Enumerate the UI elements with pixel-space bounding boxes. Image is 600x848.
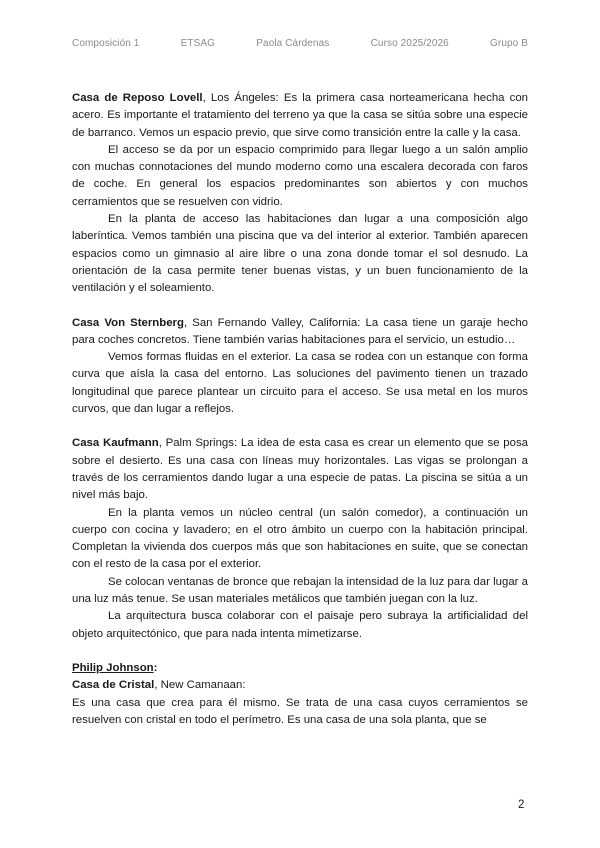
lovell-lead: , Los Ángeles: Es la primera casa norteamericana hecha con acero. Es importante el tratamiento del terreno ya que la casa se sitúa sobre una especie de barranco. Vemos un espacio previo, que sirve como transición entre la calle y la casa. (72, 92, 529, 139)
page-number: 2 (518, 799, 525, 811)
johnson-paragraph-1: Es una casa que crea para él mismo. Se trata de una casa cuyos cerramientos se resuelven con cristal en todo el perímetro. Es una casa de una sola planta, que se (72, 696, 528, 726)
johnson-heading (72, 660, 528, 677)
sternberg-paragraph-1 (72, 315, 528, 350)
document-body (72, 90, 528, 729)
johnson-title: Casa de Cristal (72, 679, 155, 692)
sternberg-lead: , San Fernando Valley, California: La casa tiene un garaje hecho para coches concretos. Tiene también varias habitaciones para el servicio, un estudio… (72, 316, 528, 346)
header-school: ETSAG (180, 38, 216, 49)
header-course: Composición 1 (72, 38, 140, 49)
header-author: Paola Cárdenas (256, 38, 330, 49)
kaufmann-lead: , Palm Springs: La idea de esta casa es crear un elemento que se posa sobre el desierto. Es una casa con líneas muy horizontales. Las vigas se prolongan a través de los cerramientos dando lugar a una especie de patas. La piscina se sitúa a un nivel más bajo. (72, 437, 528, 502)
kaufmann-paragraph-1 (72, 435, 528, 504)
lovell-paragraph-2: El acceso se da por un espacio comprimido para llegar luego a un salón amplio con muchas connotaciones del mundo moderno como una escalera decorada con faros de coche. En general los espacios predominantes son abiertos y con muchos cerramientos que se resuelven con vidrio. (72, 143, 528, 208)
kaufmann-paragraph-3: Se colocan ventanas de bronce que rebajan la intensidad de la luz para dar lugar a una luz más tenue. Se usan materiales metálicos que también juegan con la luz. (72, 575, 528, 606)
johnson-heading-name: Philip Johnson (72, 661, 154, 674)
sternberg-paragraph-2: Vemos formas fluidas en el exterior. La casa se rodea con un estanque con forma curva que aísla la casa del entorno. Las soluciones del pavimento tienen un trazado longitudinal que parece plantear un circuito para el acceso. Se usa metal en los muros curvos, que dan lugar a reflejos. (72, 351, 528, 416)
johnson-subheading (72, 677, 528, 694)
header-group: Grupo B (490, 38, 528, 49)
section-gap (72, 418, 528, 435)
kaufmann-title: Casa Kaufmann (72, 437, 159, 450)
section-gap (72, 643, 528, 660)
lovell-paragraph-3: En la planta de acceso las habitaciones dan lugar a una composición algo laberíntica. Vemos también una piscina que va del interior al exterior. También aparecen espacios como un gimnasio al aire libre o una zona donde tomar el sol desnudo. La orientación de la casa permite tener buenas vistas, y un buen funcionamiento de la ventilación y el soleamiento. (72, 213, 528, 295)
lovell-paragraph-1 (72, 90, 528, 142)
kaufmann-paragraph-4: La arquitectura busca colaborar con el paisaje pero subraya la artificialidad del objeto arquitectónico, que para nada intenta mimetizarse. (72, 610, 528, 640)
kaufmann-paragraph-2: En la planta vemos un núcleo central (un salón comedor), a continuación un cuerpo con cocina y lavadero; en el otro ámbito un cuerpo con la habitación principal. Completan la vivienda dos cuerpos más que son habitaciones en suite, que se conectan con el resto de la casa por el exterior. (72, 506, 528, 571)
sternberg-title: Casa Von Sternberg (72, 316, 184, 329)
section-gap (72, 298, 528, 315)
header-year: Curso 2025/2026 (370, 38, 449, 49)
page-header (72, 38, 528, 49)
lovell-title: Casa de Reposo Lovell (72, 92, 203, 104)
johnson-lead: , New Camanaan: (154, 679, 246, 692)
johnson-heading-suffix: : (153, 661, 158, 674)
